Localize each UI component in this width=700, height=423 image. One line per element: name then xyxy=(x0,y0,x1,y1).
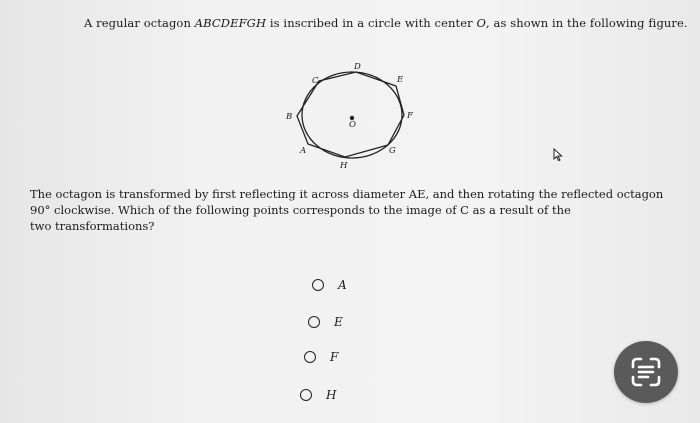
vertex-label-h: H xyxy=(340,161,348,171)
vertex-label-b: B xyxy=(286,112,293,122)
text-scan-icon xyxy=(628,354,664,390)
question-line-2: 90° clockwise. Which of the following points corresponds to the image of C as a result of the xyxy=(30,203,571,217)
octagon-diagram xyxy=(280,58,430,173)
choice-a-label: A xyxy=(338,278,347,292)
choice-f[interactable] xyxy=(304,350,338,364)
center-name: O xyxy=(476,16,487,30)
choice-e[interactable] xyxy=(308,315,343,329)
choice-e-label: E xyxy=(334,315,343,329)
question-text xyxy=(30,186,670,234)
octagon-figure xyxy=(280,58,430,173)
octagon-name: ABCDEFGH xyxy=(194,16,267,30)
question-line-1: The octagon is transformed by first reflecting it across diameter AE, and then rotating the reflected octagon xyxy=(30,187,664,201)
vertex-label-a: A xyxy=(300,146,307,156)
question-line-3: two transformations? xyxy=(30,219,155,233)
choice-f-label: F xyxy=(330,350,339,364)
cursor-icon xyxy=(552,148,564,162)
choice-h[interactable] xyxy=(300,388,336,402)
center-label: O xyxy=(349,120,356,130)
text-scan-button[interactable] xyxy=(614,341,678,403)
choice-f-radio[interactable] xyxy=(304,351,316,363)
vertex-label-d: D xyxy=(354,62,361,72)
vertex-label-c: C xyxy=(312,76,319,86)
intro-prefix: A regular octagon xyxy=(84,16,191,30)
vertex-label-f: F xyxy=(407,111,413,121)
choice-a[interactable] xyxy=(312,278,347,292)
intro-suffix: , as shown in the following figure. xyxy=(486,16,688,30)
problem-intro xyxy=(84,16,688,30)
choice-e-radio[interactable] xyxy=(308,316,320,328)
vertex-label-e: E xyxy=(397,75,404,85)
choice-h-radio[interactable] xyxy=(300,389,312,401)
intro-middle: is inscribed in a circle with center xyxy=(269,16,473,30)
choice-h-label: H xyxy=(326,388,337,402)
choice-a-radio[interactable] xyxy=(312,279,324,291)
vertex-label-g: G xyxy=(389,146,396,156)
